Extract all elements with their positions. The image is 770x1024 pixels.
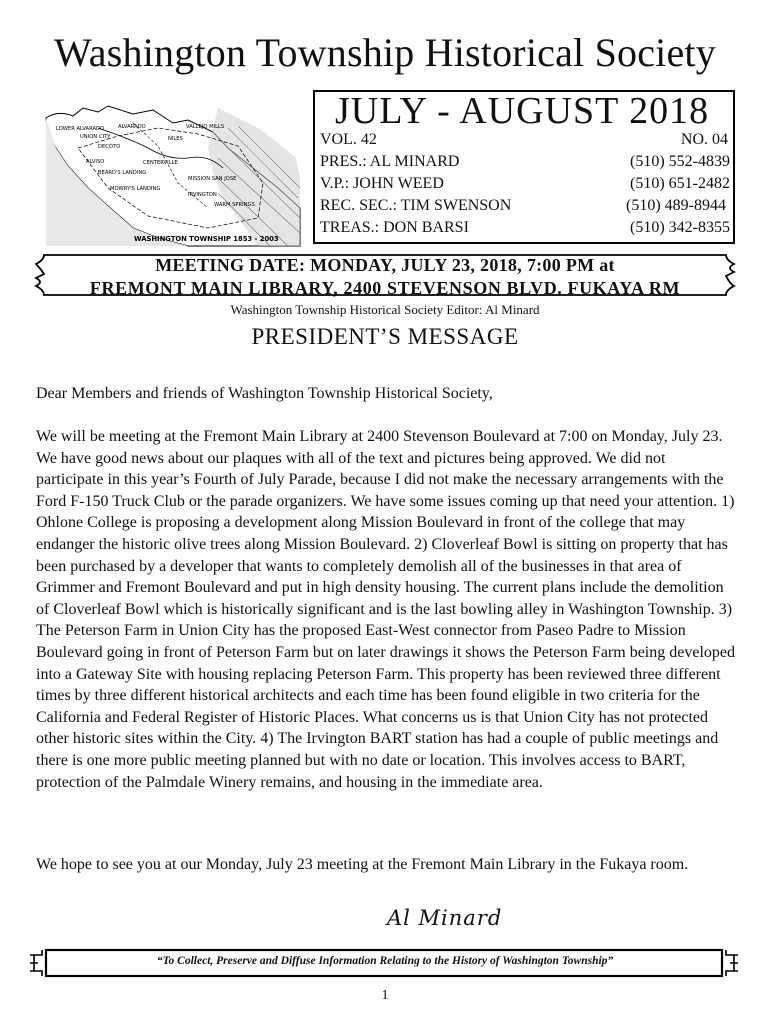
map-label-vallejo-mills: VALLEJO MILLS <box>186 124 225 130</box>
map-bay-water <box>46 118 188 246</box>
map-label-alvarado: ALVARADO <box>118 124 146 130</box>
society-motto: “To Collect, Preserve and Diffuse Information Relating to the History of Washington Township” <box>156 955 614 967</box>
officer-name: V.P.: JOHN WEED <box>320 175 444 192</box>
map-label-niles: NILES <box>168 136 183 142</box>
map-label-mission-san-jose: MISSION SAN JOSE <box>188 176 237 182</box>
map-label-decoto: DECOTO <box>98 144 121 150</box>
officer-name: TREAS.: DON BARSI <box>320 219 469 236</box>
officer-phone: (510) 489-8944 <box>626 197 726 214</box>
issue-date: JULY - AUGUST 2018 <box>335 90 710 132</box>
map-label-beards-landing: BEARD'S LANDING <box>98 170 147 176</box>
officer-name: REC. SEC.: TIM SWENSON <box>320 197 512 214</box>
meeting-date: MEETING DATE: MONDAY, JULY 23, 2018, 7:00 PM at <box>155 255 615 275</box>
map-label-alviso: ALVISO <box>86 159 105 165</box>
page-number: 1 <box>381 988 389 1003</box>
map-caption: WASHINGTON TOWNSHIP 1853 - 2003 <box>134 235 279 243</box>
letter-closing: We hope to see you at our Monday, July 23 meeting at the Fremont Main Library in the Fukaya room. <box>36 856 689 873</box>
map-label-union-city: UNION CITY <box>80 134 111 140</box>
officer-phone: (510) 552-4839 <box>630 153 730 170</box>
township-map <box>38 88 308 248</box>
letter-body: We will be meeting at the Fremont Main Library at 2400 Stevenson Boulevard at 7:00 on Monday, July 23. We have good news about our plaques with all of the text and pictures being approved. We did not participate in this year’s Fourth of July Parade, because I did not make the necessary arrangements with the Ford F-150 Truck Club or the parade organizers. We have some issues coming up that need your attention. 1) Ohlone College is proposing a development along Mission Boulevard in front of the college that may endanger the historic olive trees along Mission Boulevard. 2) Cloverleaf Bowl is sitting on property that has been purchased by a developer that wants to completely demolish all of the businesses in that area of Grimmer and Fremont Boulevard and put in high density housing. The current plans include the demolition of Cloverleaf Bowl which is historically significant and is the last bowling alley in Washington Township. 3) The Peterson Farm in Union City has the proposed East-West connector from Paseo Padre to Mission Boulevard going in front of Peterson Farm but on later drawings it shows the Peterson Farm being developed into a Gateway Site with housing replacing Peterson Farm. This property has been reviewed three different times by three different historical architects and each time has been found eligible in two criteria for the California and Federal Register of Historic Places. What concerns us is that Union City has not protected other historic sites within the City. 4) The Irvington BART station has had a couple of public meetings and there is one more public meeting planned but with no date or location. This involves access to BART, protection of the Palmdale Winery remains, and housing in the immediate area. <box>36 428 735 791</box>
meeting-location: FREMONT MAIN LIBRARY, 2400 STEVENSON BLVD. FUKAYA RM <box>89 278 681 298</box>
officer-phone: (510) 342-8355 <box>630 219 730 236</box>
officer-phone: (510) 651-2482 <box>630 175 730 192</box>
newsletter-title: Washington Township Historical Society <box>54 30 716 75</box>
signature: Al Minard <box>387 906 503 930</box>
map-label-centerville: CENTERVILLE <box>143 160 178 166</box>
issue-number: NO. 04 <box>680 131 728 148</box>
map-label-mowrys-landing: MOWRY'S LANDING <box>110 186 161 192</box>
map-label-warm-springs: WARM SPRINGS <box>214 202 255 208</box>
volume-number: VOL. 42 <box>320 131 377 148</box>
editor-credit: Washington Township Historical Society Editor: Al Minard <box>230 302 540 317</box>
map-label-lower-alvarado: LOWER ALVARADO <box>56 126 105 132</box>
section-heading: PRESIDENT’S MESSAGE <box>251 324 519 349</box>
officer-name: PRES.: AL MINARD <box>320 153 460 170</box>
map-label-irvington: IRVINGTON <box>188 192 217 198</box>
letter-greeting: Dear Members and friends of Washington Township Historical Society, <box>36 385 493 402</box>
